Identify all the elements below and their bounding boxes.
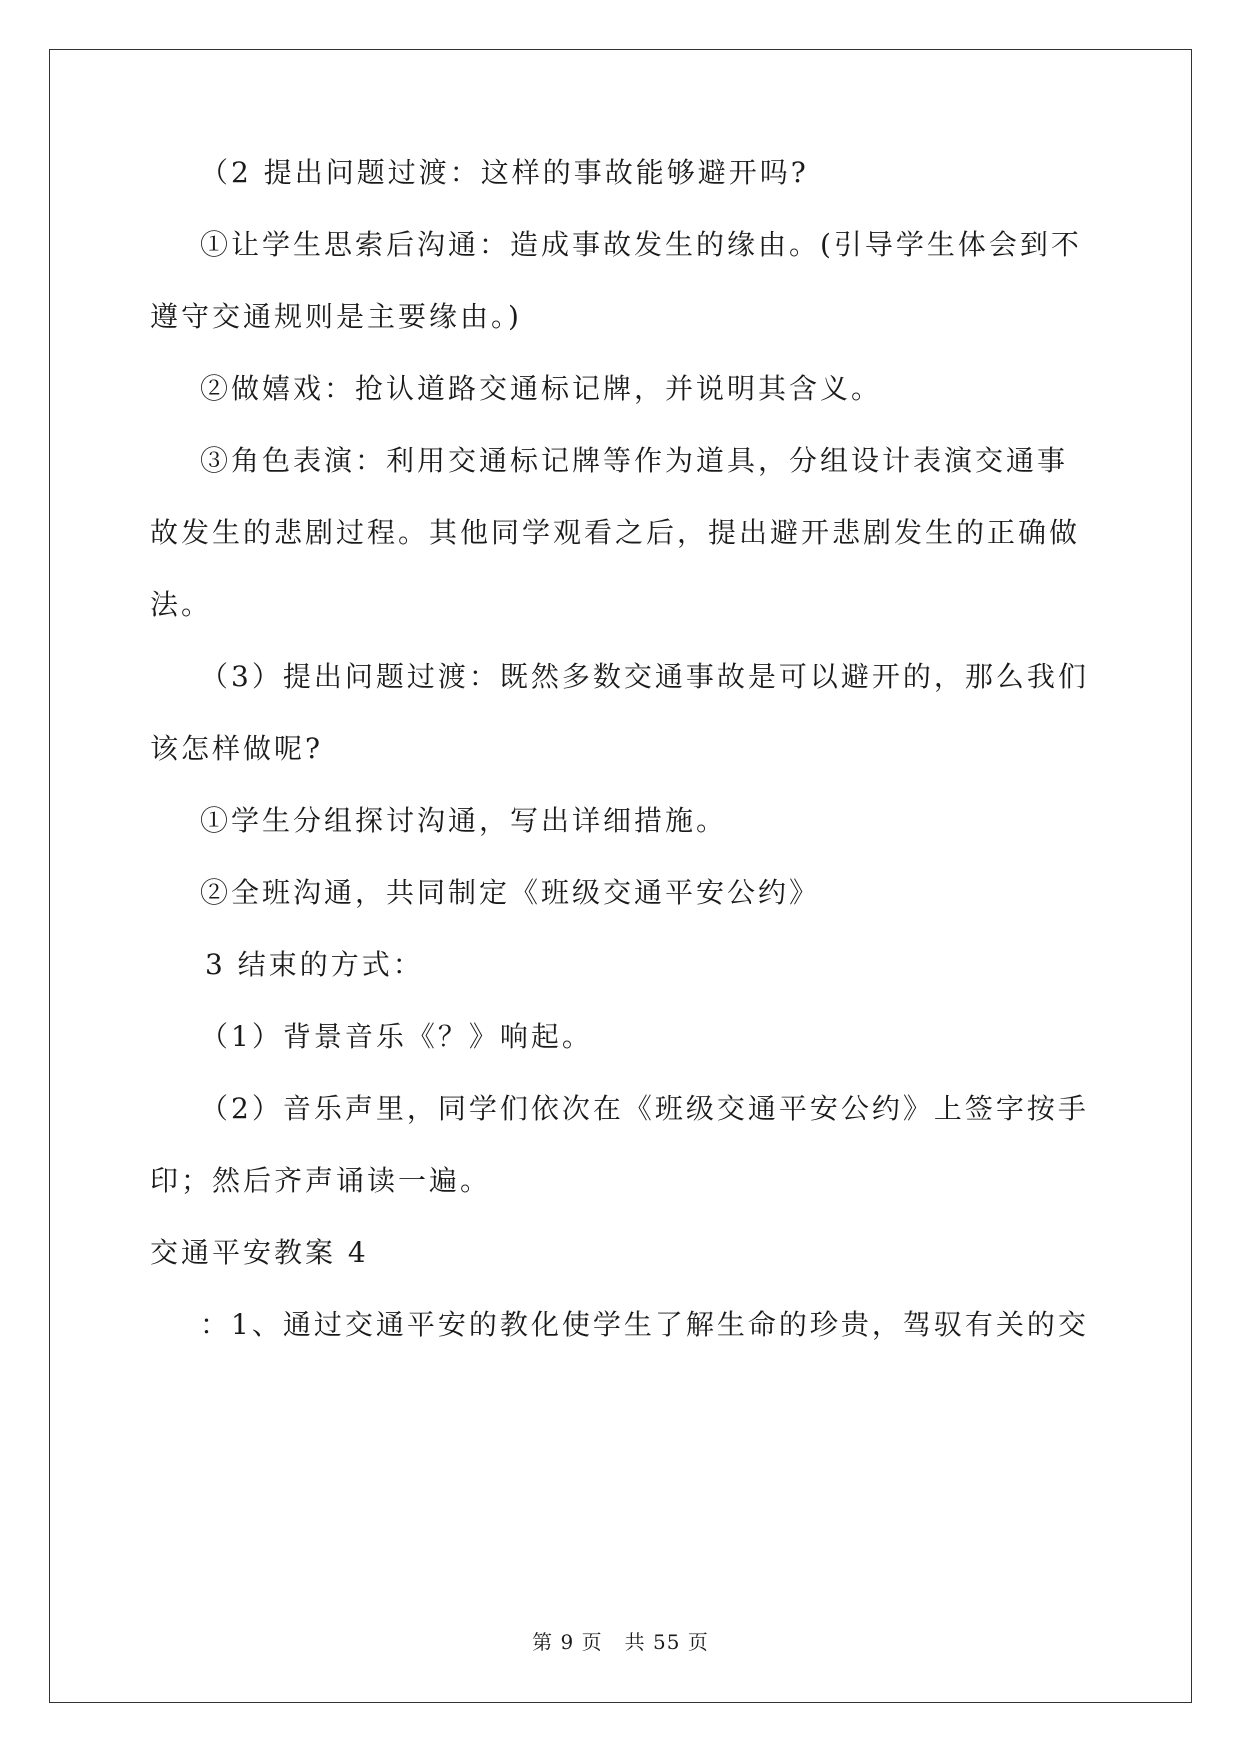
paragraph-line: （2）音乐声里，同学们依次在《班级交通平安公约》上签字按手 bbox=[200, 1092, 1089, 1125]
page-total: 共 55 页 bbox=[624, 1630, 709, 1654]
paragraph-line: ①让学生思索后沟通：造成事故发生的缘由。(引导学生体会到不 bbox=[200, 228, 1082, 261]
section-heading: 交通平安教案 4 bbox=[150, 1236, 369, 1269]
paragraph-line: 法。 bbox=[150, 588, 213, 621]
paragraph-line: 印；然后齐声诵读一遍。 bbox=[150, 1164, 492, 1197]
page-footer bbox=[0, 1628, 1241, 1656]
paragraph-line: 3 结束的方式： bbox=[205, 948, 424, 981]
paragraph-line: 该怎样做呢? bbox=[150, 732, 324, 765]
paragraph-line: ：1、通过交通平安的教化使学生了解生命的珍贵，驾驭有关的交 bbox=[200, 1308, 1089, 1341]
paragraph-line: 故发生的悲剧过程。其他同学观看之后，提出避开悲剧发生的正确做 bbox=[150, 516, 1081, 549]
paragraph-line: （3）提出问题过渡：既然多数交通事故是可以避开的，那么我们 bbox=[200, 660, 1089, 693]
paragraph-line: ②全班沟通，共同制定《班级交通平安公约》 bbox=[200, 876, 821, 909]
paragraph-line: ②做嬉戏：抢认道路交通标记牌，并说明其含义。 bbox=[200, 372, 883, 405]
paragraph-line: （1）背景音乐《？》响起。 bbox=[200, 1020, 593, 1053]
paragraph-line: 遵守交通规则是主要缘由。) bbox=[150, 300, 522, 333]
paragraph-line: （2 提出问题过渡：这样的事故能够避开吗? bbox=[200, 156, 809, 189]
paragraph-line: ①学生分组探讨沟通，写出详细措施。 bbox=[200, 804, 728, 837]
paragraph-line: ③角色表演：利用交通标记牌等作为道具，分组设计表演交通事 bbox=[200, 444, 1069, 477]
page-number: 第 9 页 bbox=[532, 1630, 603, 1654]
